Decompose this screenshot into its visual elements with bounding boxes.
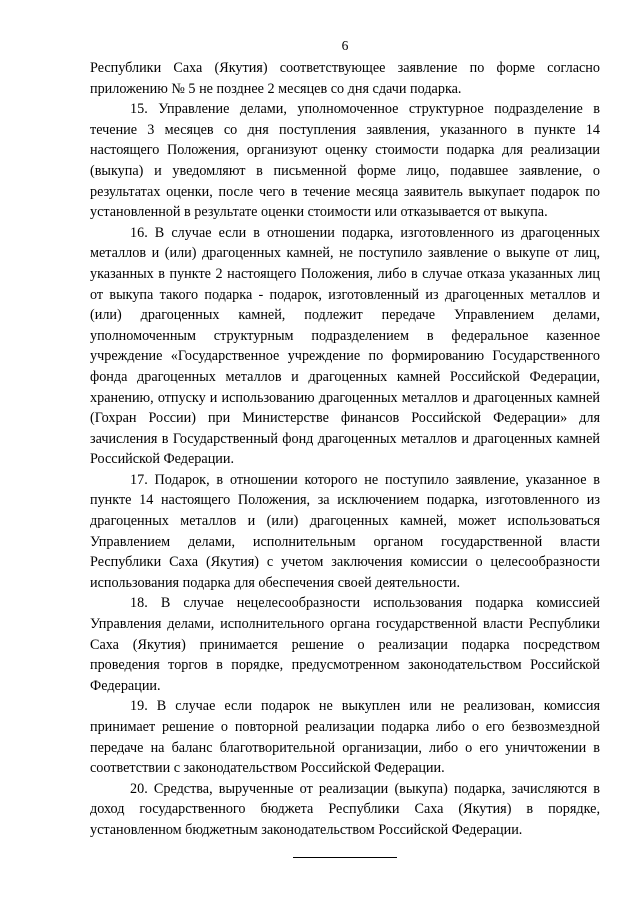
paragraph-item-16: 16. В случае если в отношении подарка, изготовленного из драгоценных металлов и (или) драгоценных камней, не поступило заявление о выкупе от лиц, указанных в пункте 2 настоящего Положения, либо в случае отказа указанных лиц от выкупа такого подарка - подарок, изготовленный из драгоценных металлов и (или) драгоценных камней, подлежит передаче Управлением делами, уполномоченным структурным подразделением в федеральное казенное учреждение «Государственное учреждение по формированию Государственного фонда драгоценных металлов и драгоценных камней Российской Федерации, хранению, отпуску и использованию драгоценных металлов и драгоценных камней (Гохран России) при Министерстве финансов Российской Федерации» для зачисления в Государственный фонд драгоценных металлов и драгоценных камней Российской Федерации. [90, 224, 600, 468]
paragraph-item-19: 19. В случае если подарок не выкуплен или не реализован, комиссия принимает решение о повторной реализации подарка либо о его безвозмездной передаче на баланс благотворительной организации, либо о его уничтожении в соответствии с законодательством Российской Федерации. [90, 698, 600, 777]
page-number: 6 [341, 38, 349, 53]
paragraph-item-17: 17. Подарок, в отношении которого не поступило заявление, указанное в пункте 14 настоящего Положения, за исключением подарка, изготовленного из драгоценных металлов и (или) драгоценных камней, может использоваться Управлением делами, исполнительным органом государственной власти Республики Саха (Якутия) с учетом заключения комиссии о целесообразности использования подарка для обеспечения своей деятельности. [90, 471, 600, 591]
paragraph-item-15: 15. Управление делами, уполномоченное структурное подразделение в течение 3 месяцев со дня поступления заявления, указанного в пункте 14 настоящего Положения, организуют оценку стоимости подарка для реализации (выкупа) и уведомляют в письменной форме лицо, подавшее заявление, о результатах оценки, после чего в течение месяца заявитель выкупает подарок по установленной в результате оценки стоимости или отказывается от выкупа. [90, 101, 600, 221]
document-page [90, 36, 600, 858]
closing-separator-line [293, 857, 397, 858]
paragraph-continuation: Республики Саха (Якутия) соответствующее заявление по форме согласно приложению № 5 не позднее 2 месяцев со дня сдачи подарка. [90, 60, 600, 97]
paragraph-item-18: 18. В случае нецелесообразности использования подарка комиссией Управления делами, исполнительного органа государственной власти Республики Саха (Якутия) принимается решение о реализации подарка посредством проведения торгов в порядке, предусмотренном законодательством Российской Федерации. [90, 595, 600, 694]
paragraph-item-20: 20. Средства, вырученные от реализации (выкупа) подарка, зачисляются в доход государственного бюджета Республики Саха (Якутия) в порядке, установленном бюджетным законодательством Российской Федерации. [90, 780, 600, 838]
